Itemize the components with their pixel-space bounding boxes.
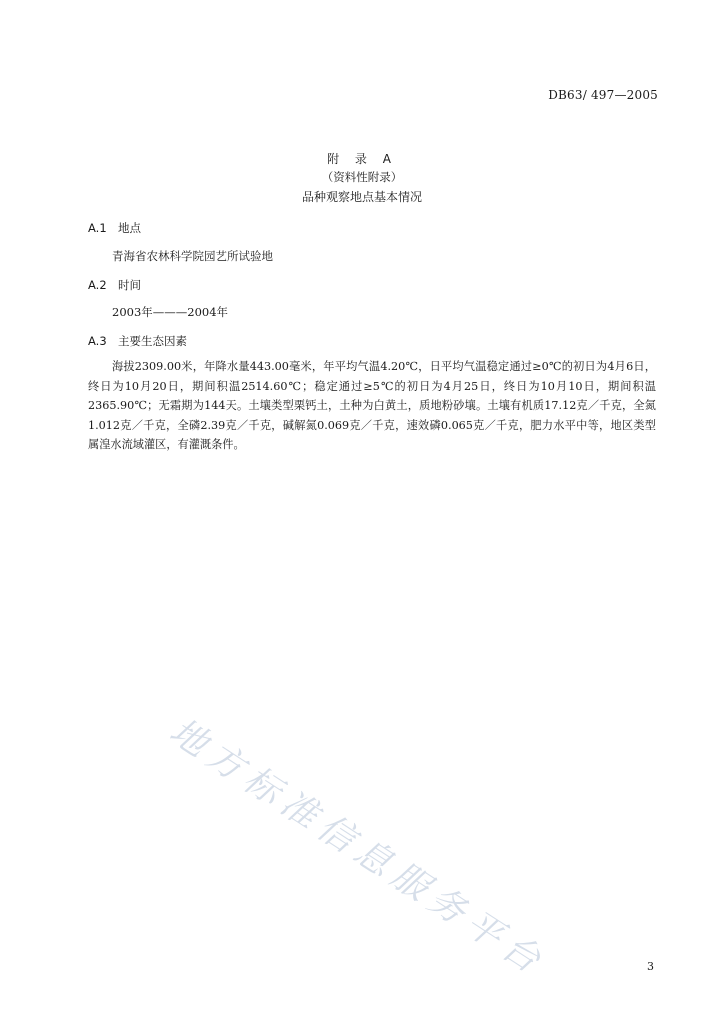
section-number: A.2 — [88, 278, 107, 292]
annex-title: 附 录 A — [327, 152, 397, 166]
section-title: 地点 — [118, 221, 141, 235]
section-body-a3: 海拔2309.00米，年降水量443.00毫米，年平均气温4.20℃，日平均气温稳定通过≥0℃的初日为4月6日，终日为10月20日，期间积温2514.60℃；稳定通过≥5℃的初日为4月25日，终日为10月10日，期间积温2365.90℃；无霜期为144天。土壤类型栗钙土，土种为白黄土，质地粉砂壤。土壤有机质17.12克／千克，全氮1.012克／千克，全磷2.39克／千克，碱解氮0.069克／千克，速效磷0.065克／千克，肥力水平中等，地区类型属湟水流域灌区，有灌溉条件。 — [88, 360, 656, 452]
section-title: 时间 — [118, 278, 141, 292]
section-title: 主要生态因素 — [118, 334, 187, 348]
page-number: 3 — [647, 960, 654, 973]
section-body-a1: 青海省农林科学院园艺所试验地 — [112, 249, 273, 263]
document-code: DB63/ 497—2005 — [548, 88, 658, 102]
section-heading-a2 — [88, 277, 141, 293]
section-heading-a1 — [88, 220, 141, 236]
watermark: 地方标准信息服务平台 — [162, 710, 554, 985]
section-number: A.3 — [88, 334, 107, 348]
section-number: A.1 — [88, 221, 107, 235]
section-body-a2: 2003年———2004年 — [112, 305, 229, 319]
section-heading-a3 — [88, 333, 187, 349]
annex-heading: 品种观察地点基本情况 — [301, 190, 422, 204]
annex-subtitle: （资料性附录） — [321, 170, 403, 184]
